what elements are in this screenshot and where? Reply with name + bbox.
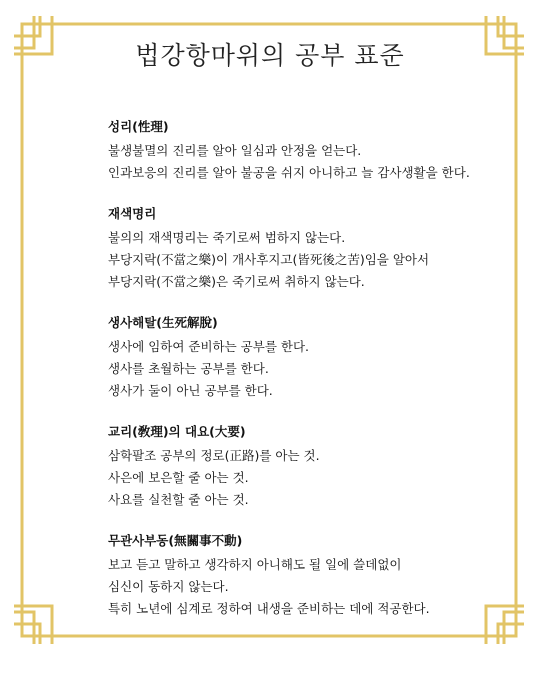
section-line: 특히 노년에 심계로 정하여 내생을 준비하는 데에 적공한다. <box>108 601 430 616</box>
section-line: 불의의 재색명리는 죽기로써 범하지 않는다. <box>108 230 346 245</box>
section-heading: 성리(性理) <box>108 119 169 134</box>
section-line: 인과보응의 진리를 알아 불공을 쉬지 아니하고 늘 감사생활을 한다. <box>108 165 470 180</box>
section-line: 생사가 둘이 아닌 공부를 한다. <box>108 383 273 398</box>
section-line: 생사에 임하여 준비하는 공부를 한다. <box>108 339 309 354</box>
section-line: 사요를 실천할 줄 아는 것. <box>108 492 249 507</box>
content-body <box>108 118 518 641</box>
section-line: 삼학팔조 공부의 정로(正路)를 아는 것. <box>108 448 320 463</box>
page-title: 법강항마위의 공부 표준 <box>135 41 405 70</box>
section <box>108 532 518 620</box>
section <box>108 205 518 293</box>
section-line: 부당지락(不當之樂)이 개사후지고(皆死後之苦)임을 알아서 <box>108 252 430 267</box>
section-line: 불생불멸의 진리를 알아 일심과 안정을 얻는다. <box>108 143 362 158</box>
section-heading: 무관사부동(無關事不動) <box>108 533 243 548</box>
section-line: 보고 듣고 말하고 생각하지 아니해도 될 일에 쓸데없이 <box>108 557 402 572</box>
section-heading: 교리(敎理)의 대요(大要) <box>108 424 246 439</box>
section <box>108 118 518 184</box>
section-line: 생사를 초월하는 공부를 한다. <box>108 361 269 376</box>
section-line: 심신이 동하지 않는다. <box>108 579 229 594</box>
section-heading: 재색명리 <box>108 206 157 221</box>
section-line: 부당지락(不當之樂)은 죽기로써 취하지 않는다. <box>108 274 365 289</box>
section-heading: 생사해탈(生死解脫) <box>108 315 218 330</box>
section-line: 사은에 보은할 줄 아는 것. <box>108 470 249 485</box>
section <box>108 423 518 511</box>
section <box>108 314 518 402</box>
